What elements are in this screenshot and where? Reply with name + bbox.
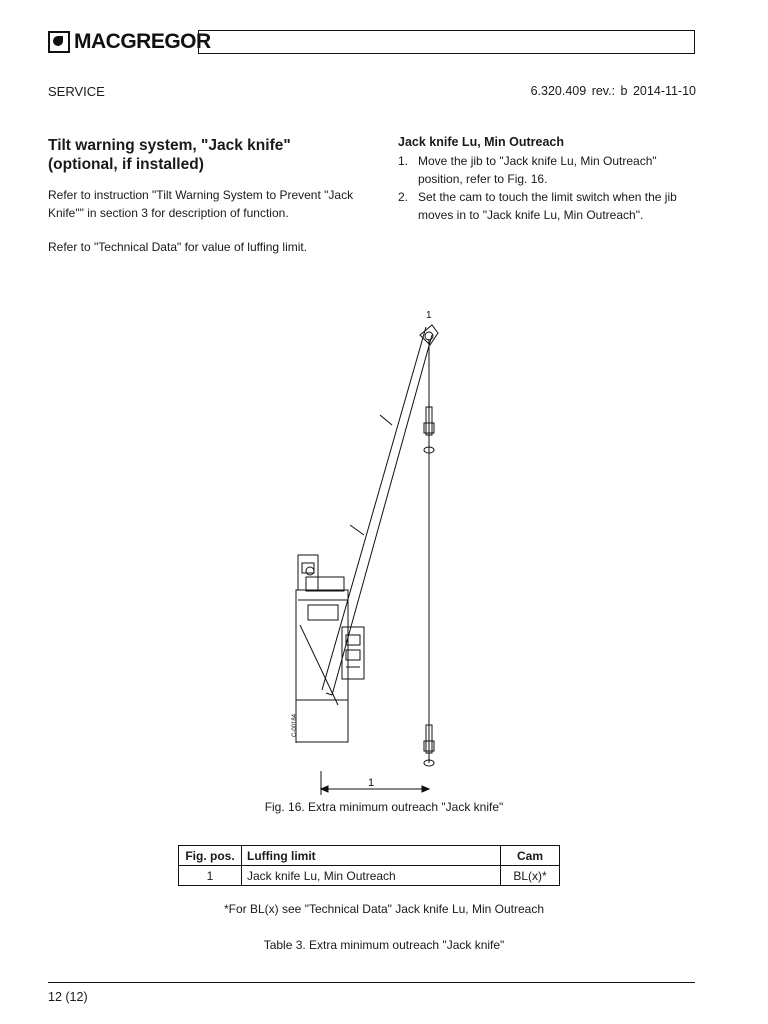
title-line-1: Tilt warning system, "Jack knife"	[48, 137, 291, 154]
paragraph-instruction-reference: Refer to instruction "Tilt Warning System to Prevent "Jack Knife"" in section 3 for description of function.	[48, 188, 354, 220]
jib-upper-edge	[322, 327, 426, 690]
table-caption: Table 3. Extra minimum outreach "Jack knife"	[263, 938, 505, 952]
crane-figure	[180, 305, 580, 800]
header-title-box	[198, 30, 695, 54]
page-number: 12 (12)	[48, 990, 88, 1004]
cell-luffing-limit: Jack knife Lu, Min Outreach	[242, 866, 501, 886]
logo-mark-icon	[48, 31, 70, 53]
logo-text: MACGREGOR	[74, 30, 211, 53]
table-header-row	[179, 846, 560, 866]
crane-house	[296, 590, 348, 700]
pedestal-base	[296, 700, 348, 742]
doc-date: 2014-11-10	[632, 84, 696, 98]
step-text: Move the jib to "Jack knife Lu, Min Outreach" position, refer to Fig. 16.	[418, 154, 657, 186]
page-title	[48, 136, 368, 174]
procedure-step	[398, 188, 698, 224]
step-text: Set the cam to touch the limit switch when the jib moves in to "Jack knife Lu, Min Outreach".	[418, 190, 677, 222]
drawing-code: C-00184	[292, 713, 298, 737]
document-reference	[531, 84, 696, 98]
procedure-step	[398, 152, 698, 188]
luffing-limit-table	[178, 845, 560, 886]
jib-lower-edge	[332, 335, 432, 695]
table-footnote: *For BL(x) see "Technical Data" Jack knife Lu, Min Outreach	[224, 902, 544, 916]
section-label: SERVICE	[48, 84, 105, 99]
table-row	[179, 866, 560, 886]
procedure-heading: Jack knife Lu, Min Outreach	[398, 135, 565, 149]
header-fig-pos: Fig. pos.	[179, 846, 242, 866]
paragraph-technical-data-reference: Refer to "Technical Data" for value of luffing limit.	[48, 240, 308, 254]
callout-bottom: 1	[368, 777, 375, 789]
doc-number: 6.320.409	[530, 84, 587, 98]
procedure-steps	[398, 152, 698, 224]
title-line-2: (optional, if installed)	[48, 156, 204, 173]
header-cam: Cam	[501, 846, 560, 866]
figure-caption: Fig. 16. Extra minimum outreach "Jack knife"	[264, 800, 504, 814]
doc-revision: rev.: b	[591, 84, 628, 98]
step-number: 2.	[398, 190, 409, 204]
cell-fig-pos: 1	[179, 866, 242, 886]
footer-divider	[48, 982, 695, 983]
company-logo	[48, 30, 211, 54]
cell-cam: BL(x)*	[501, 866, 560, 886]
header-luffing-limit: Luffing limit	[242, 846, 501, 866]
step-number: 1.	[398, 154, 409, 168]
callout-top: 1	[426, 310, 432, 321]
